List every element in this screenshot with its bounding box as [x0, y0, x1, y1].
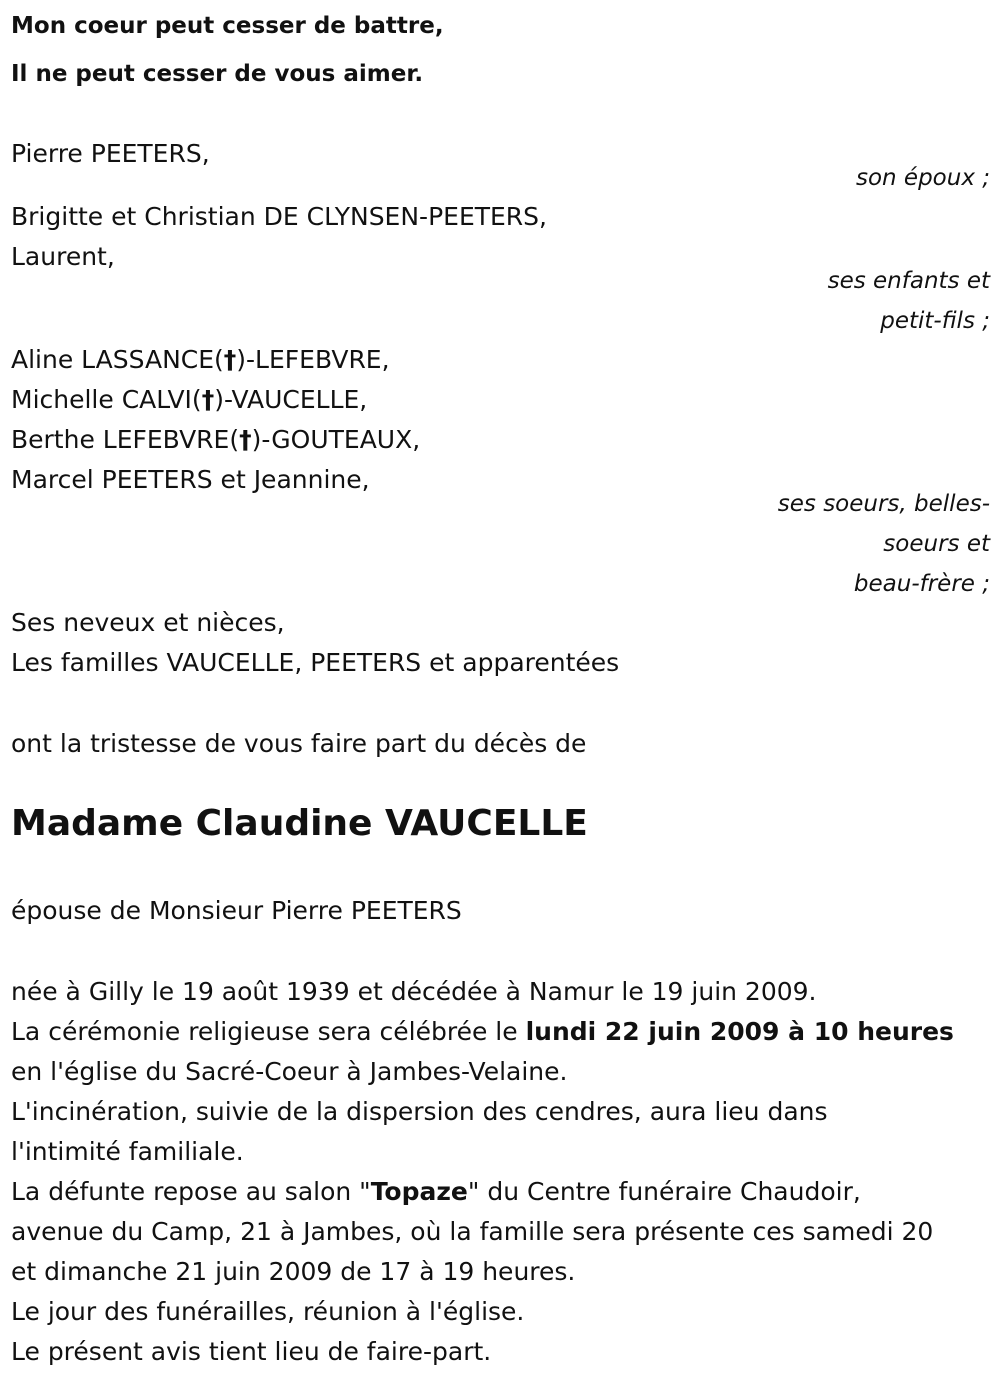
- spouse-role: son époux ;: [855, 165, 990, 191]
- sibling-4: Marcel PEETERS et Jeannine,: [11, 465, 370, 494]
- address-line: avenue du Camp, 21 à Jambes, où la famille sera présente ces samedi 20: [11, 1217, 934, 1246]
- sibling-1-name: Aline LASSANCE(: [11, 345, 224, 374]
- sibling-3-name: Berthe LEFEBVRE(: [11, 425, 240, 454]
- ceremony-line: [11, 1016, 954, 1048]
- children-role-2: petit-fils ;: [880, 308, 990, 334]
- ceremony-place: en l'église du Sacré-Coeur à Jambes-Velaine.: [11, 1057, 568, 1086]
- salon-line: [11, 1176, 861, 1208]
- siblings-role-1: ses soeurs, belles-: [777, 491, 990, 517]
- sibling-2: [11, 384, 367, 416]
- visiting-line: et dimanche 21 juin 2009 de 17 à 19 heures.: [11, 1257, 576, 1286]
- sibling-3-surname: )-GOUTEAUX,: [251, 425, 421, 454]
- cross-icon: †: [223, 345, 237, 374]
- sibling-1-surname: )-LEFEBVRE,: [236, 345, 390, 374]
- cross-icon: †: [239, 425, 252, 454]
- incineration-line-1: L'incinération, suivie de la dispersion des cendres, aura lieu dans: [11, 1097, 828, 1126]
- sibling-2-name: Michelle CALVI(: [11, 385, 202, 414]
- sibling-3: [11, 424, 420, 456]
- incineration-line-2: l'intimité familiale.: [11, 1137, 244, 1166]
- siblings-role-3: beau-frère ;: [853, 571, 990, 597]
- birth-death-line: née à Gilly le 19 août 1939 et décédée à Namur le 19 juin 2009.: [11, 977, 817, 1006]
- epigraph-line-2: Il ne peut cesser de vous aimer.: [11, 61, 424, 87]
- ceremony-prefix: La cérémonie religieuse sera célébrée le: [11, 1017, 526, 1046]
- children-role-1: ses enfants et: [827, 268, 990, 294]
- notice-line: Le présent avis tient lieu de faire-part.: [11, 1337, 492, 1366]
- salon-name: Topaze: [370, 1177, 468, 1206]
- announcement-line: ont la tristesse de vous faire part du décès de: [11, 729, 587, 758]
- deceased-name: Madame Claudine VAUCELLE: [11, 803, 588, 844]
- families-line: Les familles VAUCELLE, PEETERS et apparentées: [11, 648, 620, 677]
- spouse-name: Pierre PEETERS,: [11, 139, 210, 168]
- nephews-line: Ses neveux et nièces,: [11, 608, 285, 637]
- cross-icon: †: [201, 385, 215, 414]
- deceased-relation: épouse de Monsieur Pierre PEETERS: [11, 896, 462, 925]
- salon-prefix: La défunte repose au salon ": [11, 1177, 371, 1206]
- sibling-2-surname: )-VAUCELLE,: [214, 385, 368, 414]
- meeting-line: Le jour des funérailles, réunion à l'église.: [11, 1297, 525, 1326]
- ceremony-date: lundi 22 juin 2009 à 10 heures: [525, 1017, 954, 1046]
- children-line-2: Laurent,: [11, 242, 115, 271]
- salon-suffix: " du Centre funéraire Chaudoir,: [467, 1177, 861, 1206]
- epigraph-line-1: Mon coeur peut cesser de battre,: [11, 13, 444, 39]
- children-line-1: Brigitte et Christian DE CLYNSEN-PEETERS,: [11, 202, 547, 231]
- siblings-role-2: soeurs et: [883, 531, 990, 557]
- sibling-1: [11, 344, 390, 376]
